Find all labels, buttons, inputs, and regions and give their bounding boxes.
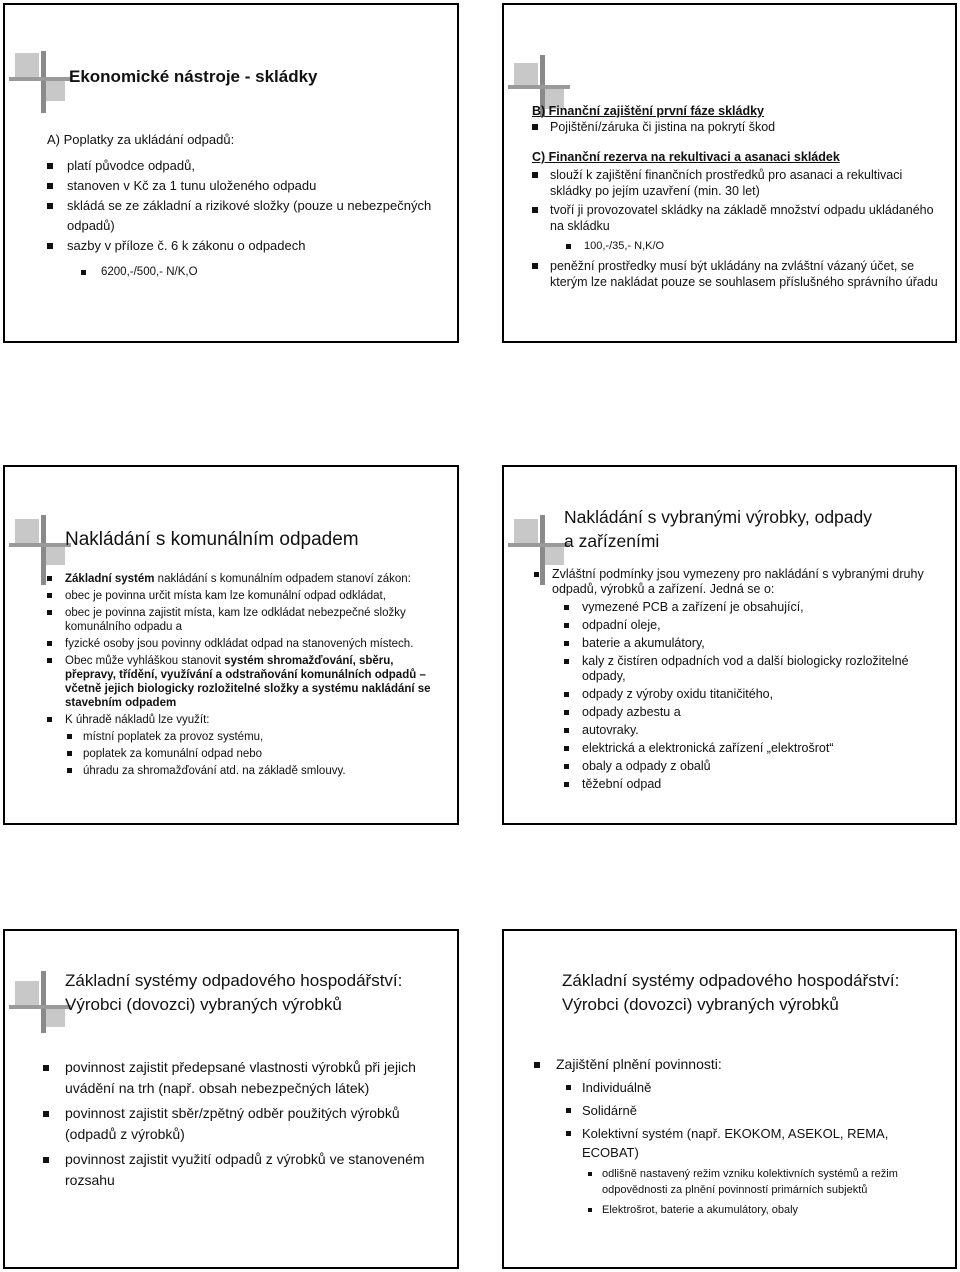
- slide-title: Nakládání s vybranými výrobky, odpady a zařízeními: [564, 507, 873, 551]
- list-item: platí původce odpadů,: [47, 156, 442, 176]
- slide-2: [502, 3, 957, 343]
- list-item: K úhradě nákladů lze využít:: [47, 713, 442, 727]
- list-item: skládá se ze základní a rizikové složky (pouze u nebezpečných odpadů): [47, 196, 442, 236]
- list-item: Obec může vyhláškou stanovit systém shromažďování, sběru, přepravy, třídění, využívání a odstraňování komunálních odpadů – včetně jejich biologicky rozložitelné složky a systému nakládání se stavebním odpadem: [47, 654, 442, 710]
- sub-list-item: 100,-/35,- N,K/O: [532, 238, 947, 254]
- sub-list-item: odpady azbestu a: [534, 705, 949, 720]
- list-item: peněžní prostředky musí být ukládány na zvláštní vázaný účet, se kterým lze nakládat pouze se souhlasem příslušného správního úřadu: [532, 258, 947, 290]
- list-item: obec je povinna zajistit místa, kam lze odkládat nebezpečné složky komunálního odpadu a: [47, 606, 442, 634]
- slide-1: [3, 3, 459, 343]
- list-item: povinnost zajistit využití odpadů z výrobků ve stanoveném rozsahu: [43, 1149, 438, 1191]
- bullet-list: [47, 156, 442, 282]
- slide-title: Ekonomické nástroje - skládky: [69, 67, 318, 86]
- sub-list-item: odpadní oleje,: [534, 618, 949, 633]
- slide-6: [502, 929, 957, 1269]
- slide-4: [502, 465, 957, 825]
- sub-list-item: místní poplatek za provoz systému,: [47, 730, 442, 744]
- list-item: sazby v příloze č. 6 k zákonu o odpadech: [47, 236, 442, 256]
- list-item: Pojištění/záruka či jistina na pokrytí škod: [532, 119, 947, 135]
- sub-list-item: autovraky.: [534, 723, 949, 738]
- list-item: stanoven v Kč za 1 tunu uloženého odpadu: [47, 176, 442, 196]
- sub-sub-list-item: Elektrošrot, baterie a akumulátory, obaly: [534, 1202, 944, 1218]
- list-item: tvoří ji provozovatel skládky na základě množství odpadu ukládaného na skládku: [532, 202, 947, 234]
- sub-list-item: kaly z čistíren odpadních vod a další biologicky rozložitelné odpady,: [534, 654, 949, 684]
- section-heading: A) Poplatky za ukládání odpadů:: [47, 132, 235, 147]
- slide-5: [3, 929, 459, 1269]
- sub-list-item: Individuálně: [534, 1078, 944, 1097]
- sub-list-item: poplatek za komunální odpad nebo: [47, 747, 442, 761]
- sub-list-item: elektrická a elektronická zařízení „elektrošrot“: [534, 741, 949, 756]
- sub-list-item: obaly a odpady z obalů: [534, 759, 949, 774]
- corner-decoration: [5, 5, 75, 75]
- list-item: Základní systém nakládání s komunálním odpadem stanoví zákon:: [47, 572, 442, 586]
- sub-list-item: Solidárně: [534, 1101, 944, 1120]
- sub-list-item: odpady z výroby oxidu titaničitého,: [534, 687, 949, 702]
- list-item: Zajištění plnění povinnosti:: [534, 1055, 944, 1074]
- sub-list-item: těžební odpad: [534, 777, 949, 792]
- slide-title: Základní systémy odpadového hospodářství: Výrobci (dovozci) vybraných výrobků: [65, 971, 403, 1014]
- sub-list-item: vymezené PCB a zařízení je obsahující,: [534, 600, 949, 615]
- sub-list-item: Kolektivní systém (např. EKOKOM, ASEKOL, REMA, ECOBAT): [534, 1124, 944, 1162]
- sub-list-item: 6200,-/500,- N/K,O: [47, 262, 442, 282]
- list-item: povinnost zajistit sběr/zpětný odběr použitých výrobků (odpadů z výrobků): [43, 1103, 438, 1145]
- section-heading-b: B) Finanční zajištění první fáze skládky: [532, 104, 765, 118]
- slide-title: Základní systémy odpadového hospodářství: Výrobci (dovozci) vybraných výrobků: [562, 971, 900, 1014]
- corner-decoration: [504, 5, 574, 75]
- list-item: slouží k zajištění finančních prostředků pro asanaci a rekultivaci skládky po jejím uzavření (min. 30 let): [532, 167, 947, 199]
- slide-title: Nakládání s komunálním odpadem: [65, 529, 359, 550]
- sub-sub-list-item: odlišně nastavený režim vzniku kolektivních systémů a režim odpovědnosti za plnění povinností primárních subjektů: [534, 1166, 944, 1198]
- sub-list-item: baterie a akumulátory,: [534, 636, 949, 651]
- slide-3: [3, 465, 459, 825]
- section-heading-c: C) Finanční rezerva na rekultivaci a asanaci skládek: [532, 150, 840, 164]
- corner-decoration: [5, 467, 75, 537]
- list-item: fyzické osoby jsou povinny odkládat odpad na stanovených místech.: [47, 637, 442, 651]
- sub-list-item: úhradu za shromažďování atd. na základě smlouvy.: [47, 764, 442, 778]
- list-item: povinnost zajistit předepsané vlastnosti výrobků při jejich uvádění na trh (např. obsah nebezpečných látek): [43, 1057, 438, 1099]
- list-item: Zvláštní podmínky jsou vymezeny pro nakládání s vybranými druhy odpadů, výrobků a zařízení. Jedná se o:: [534, 567, 949, 597]
- list-item: obec je povinna určit místa kam lze komunální odpad odkládat,: [47, 589, 442, 603]
